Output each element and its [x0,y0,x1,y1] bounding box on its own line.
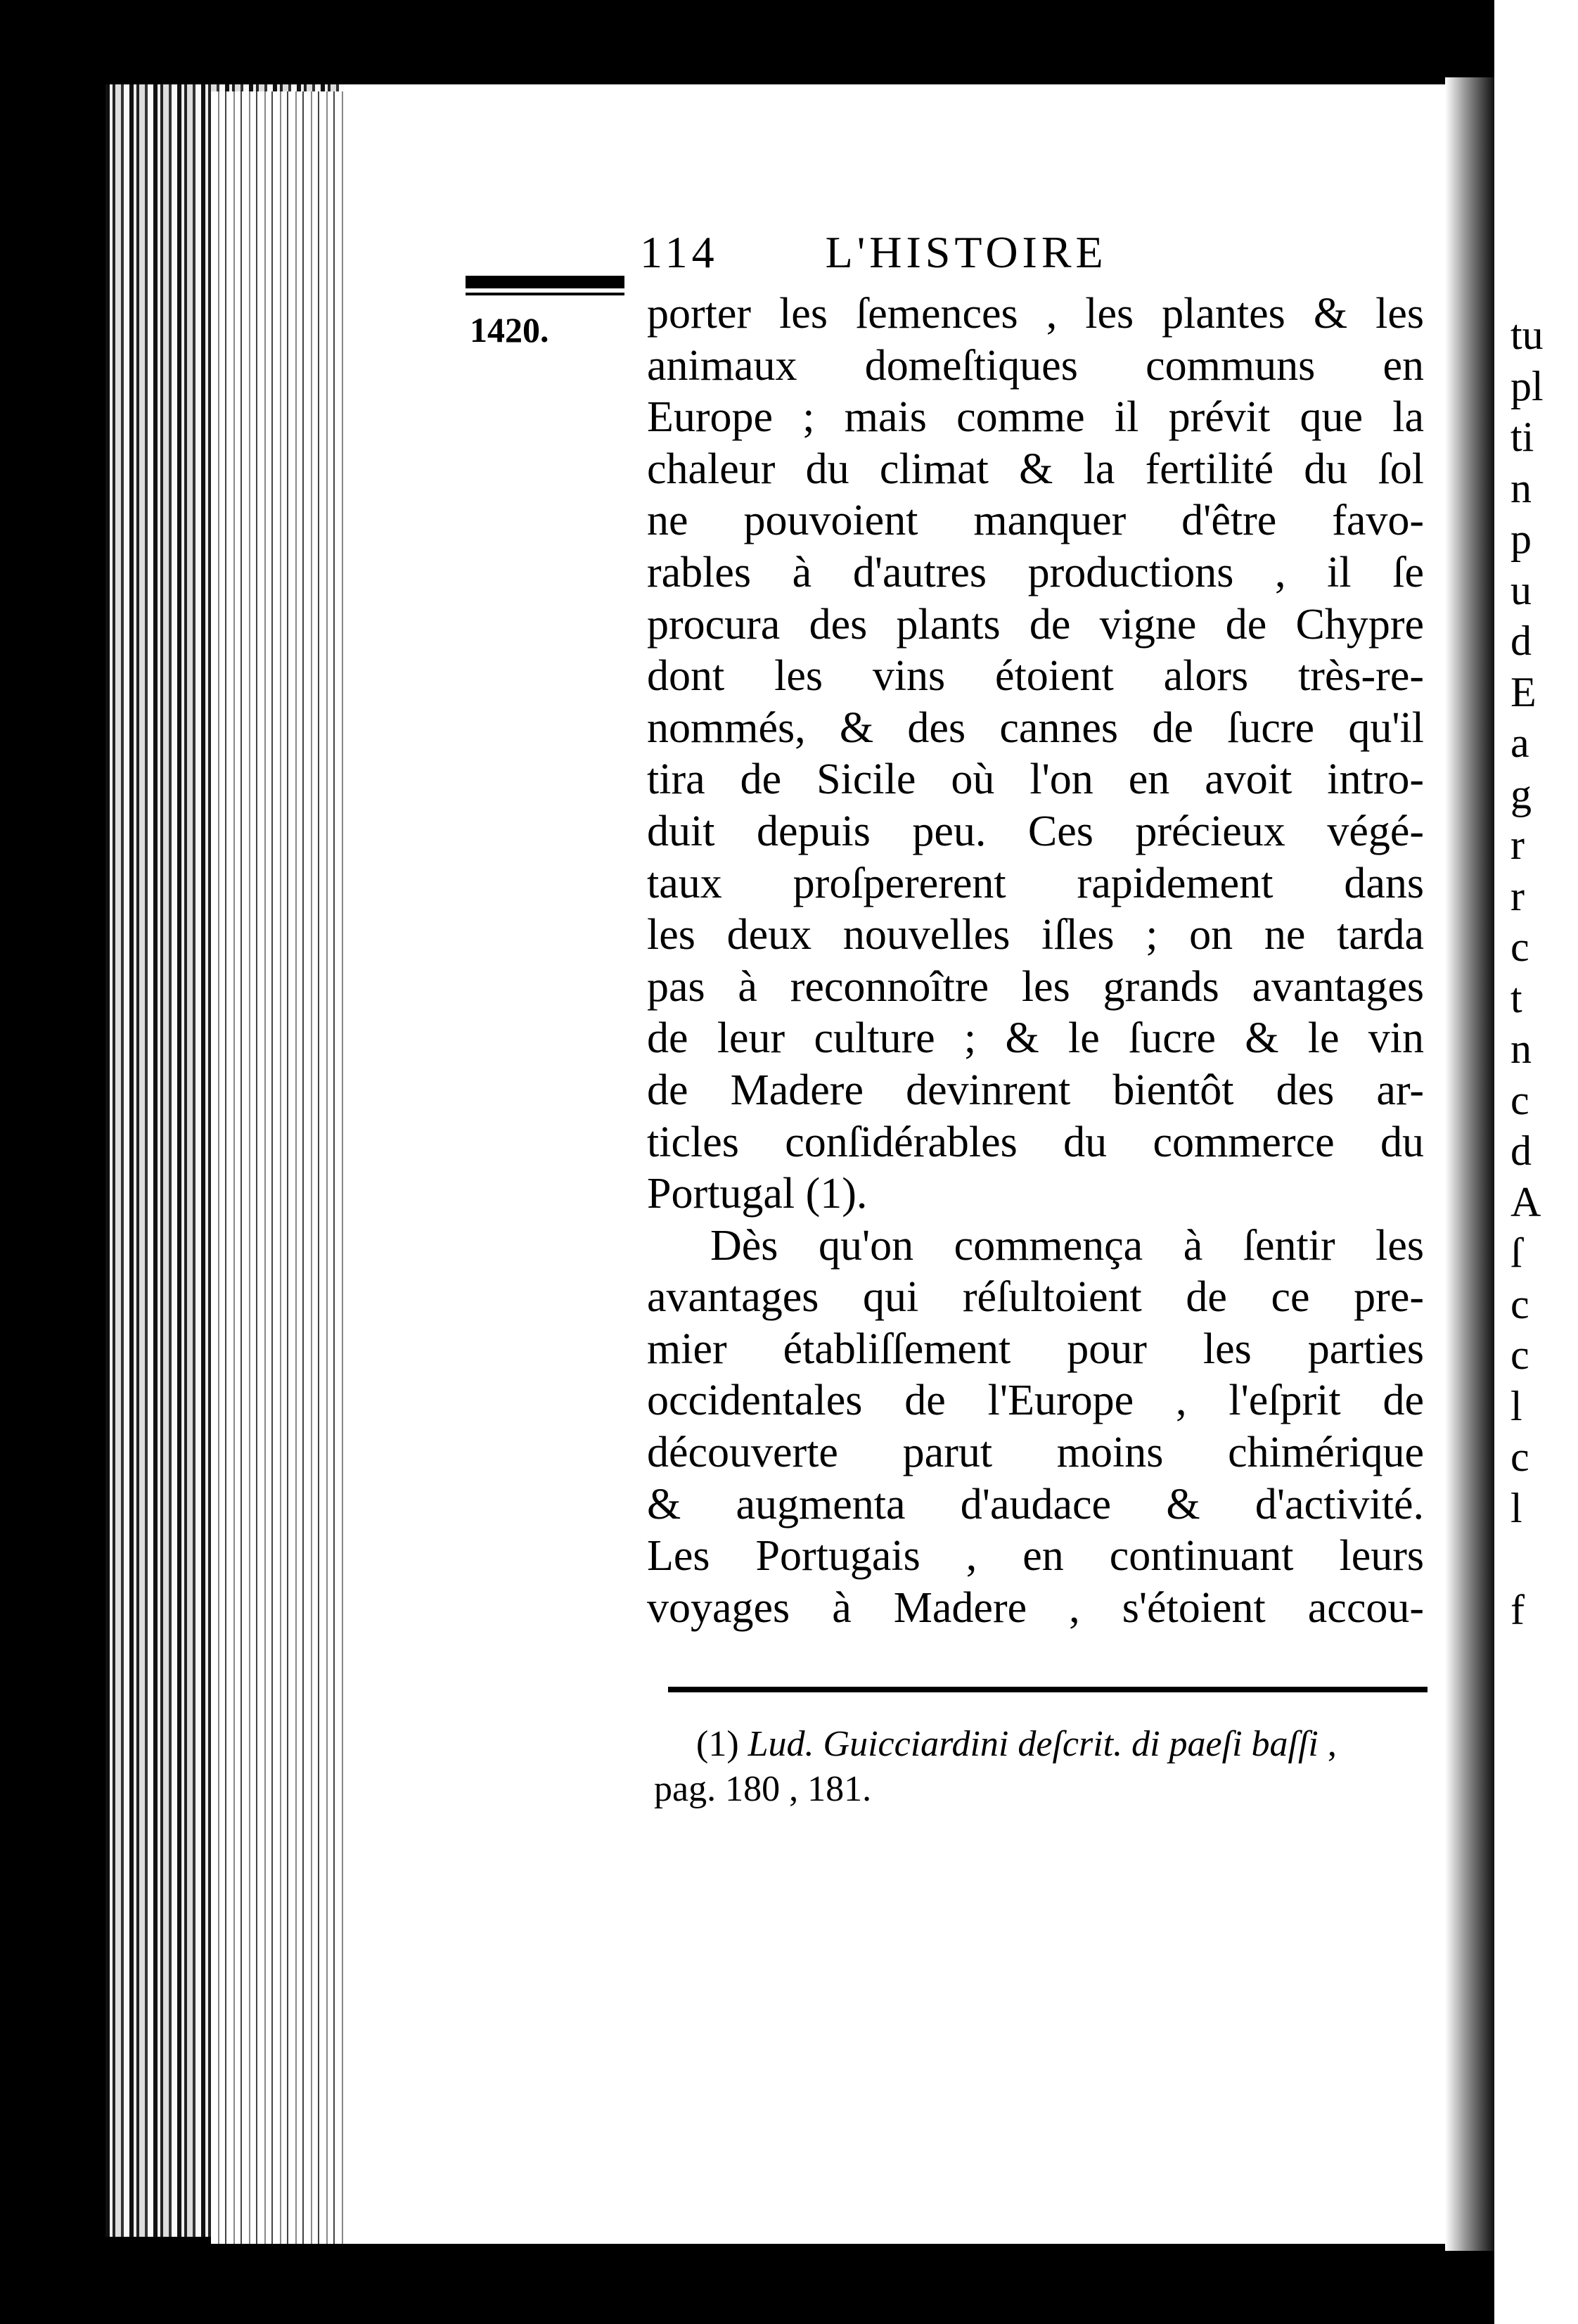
facing-page-fragment: E [1510,668,1537,715]
facing-page-fragment: g [1510,770,1532,817]
body-text [647,288,1424,1634]
footnote-citation: Lud. Guicciardini deſcrit. di paeſi baſſi [748,1724,1319,1764]
facing-page-text [1510,309,1544,1635]
margin-rule [466,276,624,288]
facing-page-fragment: l [1510,1382,1522,1429]
page-number: 114 [640,227,719,277]
facing-page-fragment: A [1510,1178,1541,1225]
footnote [654,1722,1435,1812]
facing-page-fragment: d [1510,1128,1532,1174]
body-line: animaux domeſtiques communs en [647,341,1424,390]
facing-page-fragment: n [1510,1026,1532,1072]
body-line: de leur culture ; & le ſucre & le vin [647,1014,1424,1063]
facing-page-fragment: ſ [1510,1230,1522,1276]
facing-page-fragment: c [1510,1280,1529,1327]
body-line: porter les ſemences , les plantes & les [647,290,1424,338]
body-line: procura des plants de vigne de Chypre [647,600,1424,649]
facing-page-fragment: r [1510,822,1525,868]
body-line: duit depuis peu. Ces précieux végé- [647,807,1424,855]
body-line: Europe ; mais comme il prévit que la [647,393,1424,442]
body-line: & augmenta d'audace & d'activité. [647,1480,1424,1528]
facing-page-fragment: r [1510,872,1525,919]
body-line: Les Portugais , en continuant leurs [647,1532,1424,1581]
facing-page-fragment: a [1510,720,1529,766]
body-line: ne pouvoient manquer d'être favo- [647,497,1424,545]
body-line: dont les vins étoient alors très-re- [647,652,1424,701]
facing-page-fragment: p [1510,516,1532,562]
facing-page-fragment [1510,1533,1544,1585]
facing-page-fragment: tu [1510,312,1544,358]
body-line: tira de Sicile où l'on en avoit intro- [647,755,1424,804]
facing-page-fragment: c [1510,1076,1529,1123]
body-line: pas à reconnoître les grands avantages [647,962,1424,1011]
body-line: chaleur du climat & la fertilité du ſol [647,445,1424,493]
facing-page-fragment: c [1510,1434,1529,1480]
margin-year: 1420. [470,310,549,350]
facing-page-fragment: l [1510,1484,1522,1531]
facing-page-fragment: c [1510,924,1529,970]
body-line: découverte parut moins chimérique [647,1429,1424,1477]
body-line: Dès qu'on commença à ſentir les [710,1221,1424,1270]
facing-page-fragment: pl [1510,362,1544,409]
body-line: mier établiſſement pour les parties [647,1324,1424,1373]
facing-page-fragment: ti [1510,414,1534,460]
facing-page-fragment: c [1510,1332,1529,1378]
body-line: taux proſpererent rapidement dans [647,859,1424,907]
body-line: occidentales de l'Europe , l'eſprit de [647,1377,1424,1425]
facing-page-fragment: d [1510,618,1532,664]
body-line: rables à d'autres productions , il ſe [647,548,1424,596]
running-title: L'HISTOIRE [825,227,1108,277]
footnote-rule [668,1687,1428,1692]
footnote-line-1: (1) Lud. Guicciardini deſcrit. di paeſi baſſi , [696,1724,1337,1764]
body-line: avantages qui réſultoient de ce pre- [647,1273,1424,1322]
body-line: Portugal (1). [647,1170,868,1218]
facing-page-fragment: u [1510,566,1532,613]
body-line: ticles conſidérables du commerce du [647,1118,1424,1166]
book-gutter [1445,77,1494,2251]
body-line: voyages à Madere , s'étoient accou- [647,1583,1424,1632]
footnote-pages: pag. 180 , 181. [654,1769,872,1809]
running-header [640,226,1108,279]
book-page-edges-inner [211,91,345,2244]
facing-page-fragment: n [1510,464,1532,511]
body-line: nommés, & des cannes de ſucre qu'il [647,703,1424,752]
body-line: les deux nouvelles iſles ; on ne tarda [647,911,1424,959]
facing-page-fragment: t [1510,974,1522,1021]
footnote-marker: (1) [696,1724,739,1764]
facing-page-fragment: f [1510,1586,1525,1633]
body-line: de Madere devinrent bientôt des ar- [647,1066,1424,1114]
